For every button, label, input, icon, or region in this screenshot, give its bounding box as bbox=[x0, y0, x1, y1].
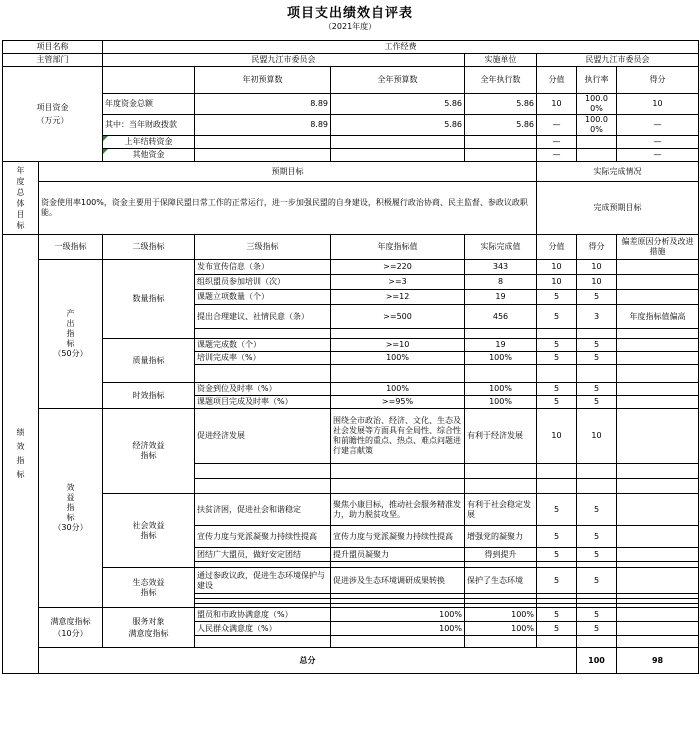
indicator-note bbox=[617, 290, 699, 305]
fund-header-full: 全年预算数 bbox=[331, 67, 465, 94]
fund-row-init: 8.89 bbox=[195, 115, 331, 136]
fund-row-init bbox=[195, 136, 331, 149]
indicator-score: 5 bbox=[577, 290, 617, 305]
goal-expected-label: 预期目标 bbox=[39, 162, 537, 182]
empty-cell bbox=[577, 636, 617, 648]
empty-cell bbox=[537, 365, 577, 383]
fund-row-rate bbox=[577, 149, 617, 162]
empty-cell bbox=[577, 329, 617, 339]
fund-row-val: 10 bbox=[537, 94, 577, 115]
indicator-score: 5 bbox=[577, 396, 617, 409]
indicator-val: 10 bbox=[537, 409, 577, 464]
empty-cell bbox=[537, 464, 577, 479]
empty-cell bbox=[617, 396, 699, 409]
empty-cell bbox=[195, 365, 331, 383]
eco-label: 生态效益 指标 bbox=[103, 568, 195, 608]
quantity-label: 数量指标 bbox=[103, 260, 195, 339]
fund-row-rate: 100.00% bbox=[577, 115, 617, 136]
dept-label: 主管部门 bbox=[3, 54, 103, 67]
indicator-target: >=500 bbox=[331, 305, 465, 329]
self-evaluation-table bbox=[2, 40, 699, 674]
impl-value: 民盟九江市委员会 bbox=[537, 54, 699, 67]
indicator-score: 5 bbox=[577, 608, 617, 622]
indicator-name: 资金到位及时率（%） bbox=[195, 383, 331, 396]
empty-cell bbox=[617, 365, 699, 383]
ind-header-level3: 三级指标 bbox=[195, 235, 331, 260]
empty-cell bbox=[617, 479, 699, 494]
empty-cell bbox=[537, 636, 577, 648]
total-score: 98 bbox=[617, 648, 699, 674]
fund-row-score: — bbox=[617, 149, 699, 162]
empty-cell bbox=[617, 494, 699, 526]
fund-row-init: 8.89 bbox=[195, 94, 331, 115]
empty-cell bbox=[617, 526, 699, 548]
indicator-val: 5 bbox=[537, 622, 577, 636]
indicator-val: 5 bbox=[537, 339, 577, 352]
indicator-target: 围绕全市政治、经济、文化、生态及社会发展等方面具有全局性、综合性和前瞻性的重点、热点、难点问题进行建言献策 bbox=[331, 409, 465, 464]
quality-label: 质量指标 bbox=[103, 339, 195, 383]
empty-cell bbox=[195, 636, 331, 648]
indicator-score: 5 bbox=[577, 622, 617, 636]
fund-row-exec bbox=[465, 136, 537, 149]
fund-row-val: — bbox=[537, 149, 577, 162]
indicator-target: 宣传力度与党派凝聚力持续性提高 bbox=[331, 526, 465, 548]
empty-cell bbox=[195, 464, 331, 479]
indicator-actual: 有利于社会稳定发展 bbox=[465, 494, 537, 526]
indicator-target: 提升盟员凝聚力 bbox=[331, 548, 465, 562]
indicator-target: >=10 bbox=[331, 339, 465, 352]
empty-cell bbox=[617, 636, 699, 648]
empty-cell bbox=[577, 479, 617, 494]
indicator-val: 10 bbox=[537, 275, 577, 290]
indicator-val: 5 bbox=[537, 383, 577, 396]
fund-header-rate: 执行率 bbox=[577, 67, 617, 94]
empty-cell bbox=[331, 479, 465, 494]
fund-header-val: 分值 bbox=[537, 67, 577, 94]
ind-header-target: 年度指标值 bbox=[331, 235, 465, 260]
empty-cell bbox=[331, 464, 465, 479]
indicator-actual: 456 bbox=[465, 305, 537, 329]
fund-row-exec: 5.86 bbox=[465, 115, 537, 136]
ind-header-level2: 二级指标 bbox=[103, 235, 195, 260]
dept-value: 民盟九江市委员会 bbox=[103, 54, 465, 67]
empty-cell bbox=[617, 548, 699, 562]
empty-cell bbox=[617, 622, 699, 636]
empty-cell bbox=[617, 352, 699, 365]
fund-row-label: 上年结转资金 bbox=[103, 136, 195, 149]
empty-cell bbox=[195, 329, 331, 339]
service-label: 服务对象 满意度指标 bbox=[103, 608, 195, 648]
empty-cell bbox=[331, 636, 465, 648]
indicator-target: >=12 bbox=[331, 290, 465, 305]
indicator-score: 10 bbox=[577, 409, 617, 464]
goal-actual-label: 实际完成情况 bbox=[537, 162, 699, 182]
fund-row-init bbox=[195, 149, 331, 162]
fund-row-exec bbox=[465, 149, 537, 162]
fund-header-empty bbox=[103, 67, 195, 94]
fund-row-score: — bbox=[617, 136, 699, 149]
indicator-actual: 19 bbox=[465, 339, 537, 352]
indicator-actual: 100% bbox=[465, 396, 537, 409]
indicator-target: 100% bbox=[331, 383, 465, 396]
indicator-val: 5 bbox=[537, 305, 577, 329]
empty-cell bbox=[537, 479, 577, 494]
indicator-target: 聚焦小康目标，推动社会服务精准发力，助力脱贫攻坚。 bbox=[331, 494, 465, 526]
indicator-actual: 有利于经济发展 bbox=[465, 409, 537, 464]
fund-header-exec: 全年执行数 bbox=[465, 67, 537, 94]
benefit-label: 效 益 指 标 （30分） bbox=[39, 409, 103, 608]
empty-cell bbox=[617, 409, 699, 464]
timely-label: 时效指标 bbox=[103, 383, 195, 409]
empty-cell bbox=[617, 568, 699, 594]
indicator-actual: 8 bbox=[465, 275, 537, 290]
fund-header-score: 得分 bbox=[617, 67, 699, 94]
indicator-actual: 100% bbox=[465, 352, 537, 365]
empty-cell bbox=[465, 464, 537, 479]
social-label: 社会效益 指标 bbox=[103, 494, 195, 568]
empty-cell bbox=[617, 339, 699, 352]
indicator-name: 提出合理建议、社情民意（条） bbox=[195, 305, 331, 329]
total-val: 100 bbox=[577, 648, 617, 674]
indicator-name: 扶贫济困，促进社会和谐稳定 bbox=[195, 494, 331, 526]
empty-cell bbox=[195, 479, 331, 494]
indicator-score: 5 bbox=[577, 383, 617, 396]
fund-row-label: 年度资金总额 bbox=[103, 94, 195, 115]
indicator-score: 10 bbox=[577, 260, 617, 275]
indicator-name: 团结广大盟员，做好安定团结 bbox=[195, 548, 331, 562]
fund-row-full: 5.86 bbox=[331, 115, 465, 136]
project-name: 工作经费 bbox=[103, 41, 699, 54]
empty-cell bbox=[465, 636, 537, 648]
indicator-score: 5 bbox=[577, 352, 617, 365]
empty-cell bbox=[465, 365, 537, 383]
fund-header-init: 年初预算数 bbox=[195, 67, 331, 94]
indicator-actual: 343 bbox=[465, 260, 537, 275]
ind-header-note: 偏差原因分析及改进措施 bbox=[617, 235, 699, 260]
indicator-note: 年度指标值偏高 bbox=[617, 305, 699, 329]
goal-expected: 资金使用率100%，资金主要用于保障民盟日常工作的正常运行，进一步加强民盟的自身建设，积极履行政治协商、民主监督、参政议政职能。 bbox=[39, 182, 537, 235]
empty-cell bbox=[465, 479, 537, 494]
goal-label: 年 度 总 体 目 标 bbox=[3, 162, 39, 235]
goal-actual: 完成预期目标 bbox=[537, 182, 699, 235]
output-label: 产 出 指 标 （50分） bbox=[39, 260, 103, 409]
ind-header-val: 分值 bbox=[537, 235, 577, 260]
indicator-score: 10 bbox=[577, 275, 617, 290]
indicator-val: 5 bbox=[537, 568, 577, 594]
indicator-val: 5 bbox=[537, 494, 577, 526]
empty-cell bbox=[617, 608, 699, 622]
empty-cell bbox=[617, 383, 699, 396]
perf-label: 绩 效 指 标 bbox=[3, 235, 39, 674]
indicator-target: 100% bbox=[331, 608, 465, 622]
indicator-score: 3 bbox=[577, 305, 617, 329]
indicator-actual: 增强党的凝聚力 bbox=[465, 526, 537, 548]
indicator-score: 5 bbox=[577, 526, 617, 548]
indicator-val: 5 bbox=[537, 548, 577, 562]
ind-header-score: 得分 bbox=[577, 235, 617, 260]
fund-row-full bbox=[331, 136, 465, 149]
indicator-name: 组织盟员参加培训（次） bbox=[195, 275, 331, 290]
page-title: 项目支出绩效自评表 bbox=[286, 6, 413, 21]
indicator-val: 5 bbox=[537, 526, 577, 548]
empty-cell bbox=[465, 329, 537, 339]
empty-cell bbox=[331, 329, 465, 339]
indicator-actual: 100% bbox=[465, 608, 537, 622]
indicator-target: 100% bbox=[331, 352, 465, 365]
indicator-name: 培训完成率（%） bbox=[195, 352, 331, 365]
empty-cell bbox=[617, 464, 699, 479]
empty-cell bbox=[331, 365, 465, 383]
indicator-actual: 得到提升 bbox=[465, 548, 537, 562]
indicator-actual: 19 bbox=[465, 290, 537, 305]
indicator-name: 课题项目完成及时率（%） bbox=[195, 396, 331, 409]
fund-label: 项目资金 （万元） bbox=[3, 67, 103, 162]
indicator-target: >=220 bbox=[331, 260, 465, 275]
ind-header-level1: 一级指标 bbox=[39, 235, 103, 260]
indicator-name: 人民群众满意度（%） bbox=[195, 622, 331, 636]
fund-row-score: 10 bbox=[617, 94, 699, 115]
satisfaction-label: 满意度指标 （10分） bbox=[39, 608, 103, 648]
indicator-actual: 保护了生态环境 bbox=[465, 568, 537, 594]
fund-row-full: 5.86 bbox=[331, 94, 465, 115]
indicator-name: 促进经济发展 bbox=[195, 409, 331, 464]
indicator-name: 宣传力度与党派凝聚力持续性提高 bbox=[195, 526, 331, 548]
indicator-name: 通过参政议政，促进生态环境保护与建设 bbox=[195, 568, 331, 594]
empty-cell bbox=[577, 365, 617, 383]
indicator-name: 盟员和市政协满意度（%） bbox=[195, 608, 331, 622]
fund-row-label: 其中：当年财政拨款 bbox=[103, 115, 195, 136]
indicator-actual: 100% bbox=[465, 622, 537, 636]
fund-row-exec: 5.86 bbox=[465, 94, 537, 115]
empty-cell bbox=[537, 329, 577, 339]
indicator-score: 5 bbox=[577, 548, 617, 562]
indicator-score: 5 bbox=[577, 339, 617, 352]
fund-row-rate: 100.00% bbox=[577, 94, 617, 115]
fund-row-val: — bbox=[537, 136, 577, 149]
project-name-label: 项目名称 bbox=[3, 41, 103, 54]
indicator-val: 10 bbox=[537, 260, 577, 275]
empty-cell bbox=[577, 464, 617, 479]
page-subtitle: （2021年度） bbox=[323, 22, 377, 31]
impl-label: 实施单位 bbox=[465, 54, 537, 67]
indicator-actual: 100% bbox=[465, 383, 537, 396]
fund-row-full bbox=[331, 149, 465, 162]
fund-row-rate bbox=[577, 136, 617, 149]
indicator-val: 5 bbox=[537, 396, 577, 409]
indicator-name: 课题完成数（个） bbox=[195, 339, 331, 352]
indicator-val: 5 bbox=[537, 608, 577, 622]
econ-label: 经济效益 指标 bbox=[103, 409, 195, 494]
indicator-val: 5 bbox=[537, 290, 577, 305]
indicator-name: 发布宣传信息（条） bbox=[195, 260, 331, 275]
indicator-score: 5 bbox=[577, 568, 617, 594]
fund-row-label: 其他资金 bbox=[103, 149, 195, 162]
indicator-note bbox=[617, 275, 699, 290]
total-label: 总分 bbox=[39, 648, 577, 674]
empty-cell bbox=[617, 329, 699, 339]
fund-row-val: — bbox=[537, 115, 577, 136]
indicator-target: >=3 bbox=[331, 275, 465, 290]
indicator-target: >=95% bbox=[331, 396, 465, 409]
indicator-target: 促进涉及生态环境调研成果转换 bbox=[331, 568, 465, 594]
indicator-target: 100% bbox=[331, 622, 465, 636]
ind-header-actual: 实际完成值 bbox=[465, 235, 537, 260]
indicator-val: 5 bbox=[537, 352, 577, 365]
indicator-note bbox=[617, 260, 699, 275]
fund-row-score: — bbox=[617, 115, 699, 136]
indicator-name: 课题立项数量（个） bbox=[195, 290, 331, 305]
indicator-score: 5 bbox=[577, 494, 617, 526]
